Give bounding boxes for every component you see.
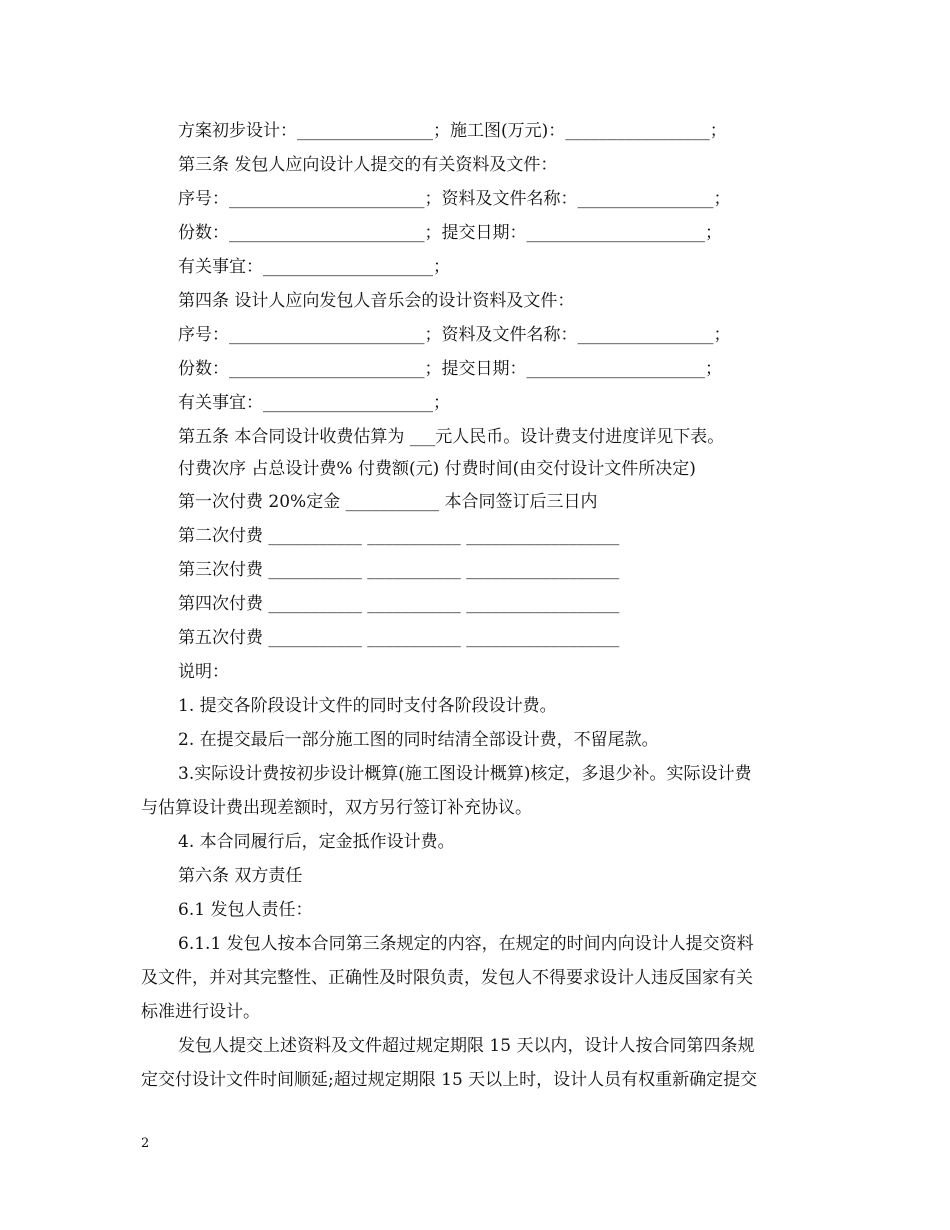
article-6-heading: 第六条 双方责任 — [178, 866, 303, 886]
note-4: 4. 本合同履行后，定金抵作设计费。 — [178, 832, 455, 852]
clause-6-1-1-line-2: 及文件，并对其完整性、正确性及时限负责，发包人不得要求设计人违反国家有关 — [141, 968, 753, 988]
payment-row-2: 第二次付费 ___________ ___________ __________________ — [178, 526, 620, 546]
article-3-matters-line: 有关事宜：____________________； — [178, 257, 450, 277]
note-1: 1. 提交各阶段设计文件的同时支付各阶段设计费。 — [178, 696, 557, 716]
article-3-serial-line: 序号：_______________________；资料及文件名称：________________； — [178, 189, 731, 209]
article-3-heading: 第三条 发包人应向设计人提交的有关资料及文件： — [178, 155, 558, 175]
article-4-matters-line: 有关事宜：____________________； — [178, 393, 450, 413]
clause-6-1-heading: 6.1 发包人责任： — [178, 900, 313, 920]
design-fee-line: 方案初步设计：________________；施工图(万元)：_________________； — [178, 121, 727, 141]
article-5-heading: 第五条 本合同设计收费估算为 ___元人民币。设计费支付进度详见下表。 — [178, 427, 725, 447]
article-3-copies-line: 份数：_______________________；提交日期：_____________________； — [178, 223, 722, 243]
article-4-serial-line: 序号：_______________________；资料及文件名称：________________； — [178, 325, 731, 345]
page-number: 2 — [141, 1136, 150, 1151]
clause-6-1-1-line-1: 6.1.1 发包人按本合同第三条规定的内容，在规定的时间内向设计人提交资料 — [178, 934, 754, 954]
paragraph-line-2: 定交付设计文件时间顺延;超过规定期限 15 天以上时，设计人员有权重新确定提交 — [141, 1070, 758, 1090]
payment-table-header: 付费次序 占总设计费% 付费额(元) 付费时间(由交付设计文件所决定) — [178, 459, 696, 479]
payment-row-1: 第一次付费 20%定金 ___________ 本合同签订后三日内 — [178, 492, 598, 512]
note-3-line-2: 与估算设计费出现差额时，双方另行签订补充协议。 — [141, 798, 532, 818]
payment-row-4: 第四次付费 ___________ ___________ __________________ — [178, 594, 620, 614]
article-4-heading: 第四条 设计人应向发包人音乐会的设计资料及文件： — [178, 291, 575, 311]
payment-row-5: 第五次付费 ___________ ___________ __________________ — [178, 628, 620, 648]
article-4-copies-line: 份数：_______________________；提交日期：_____________________； — [178, 359, 722, 379]
notes-heading: 说明： — [178, 662, 229, 682]
note-2: 2. 在提交最后一部分施工图的同时结清全部设计费，不留尾款。 — [178, 730, 659, 750]
paragraph-line-1: 发包人提交上述资料及文件超过规定期限 15 天以内，设计人按合同第四条规 — [178, 1036, 755, 1056]
clause-6-1-1-line-3: 标准进行设计。 — [141, 1002, 260, 1022]
note-3-line-1: 3.实际设计费按初步设计概算(施工图设计概算)核定，多退少补。实际设计费 — [178, 764, 752, 784]
payment-row-3: 第三次付费 ___________ ___________ __________________ — [178, 560, 620, 580]
